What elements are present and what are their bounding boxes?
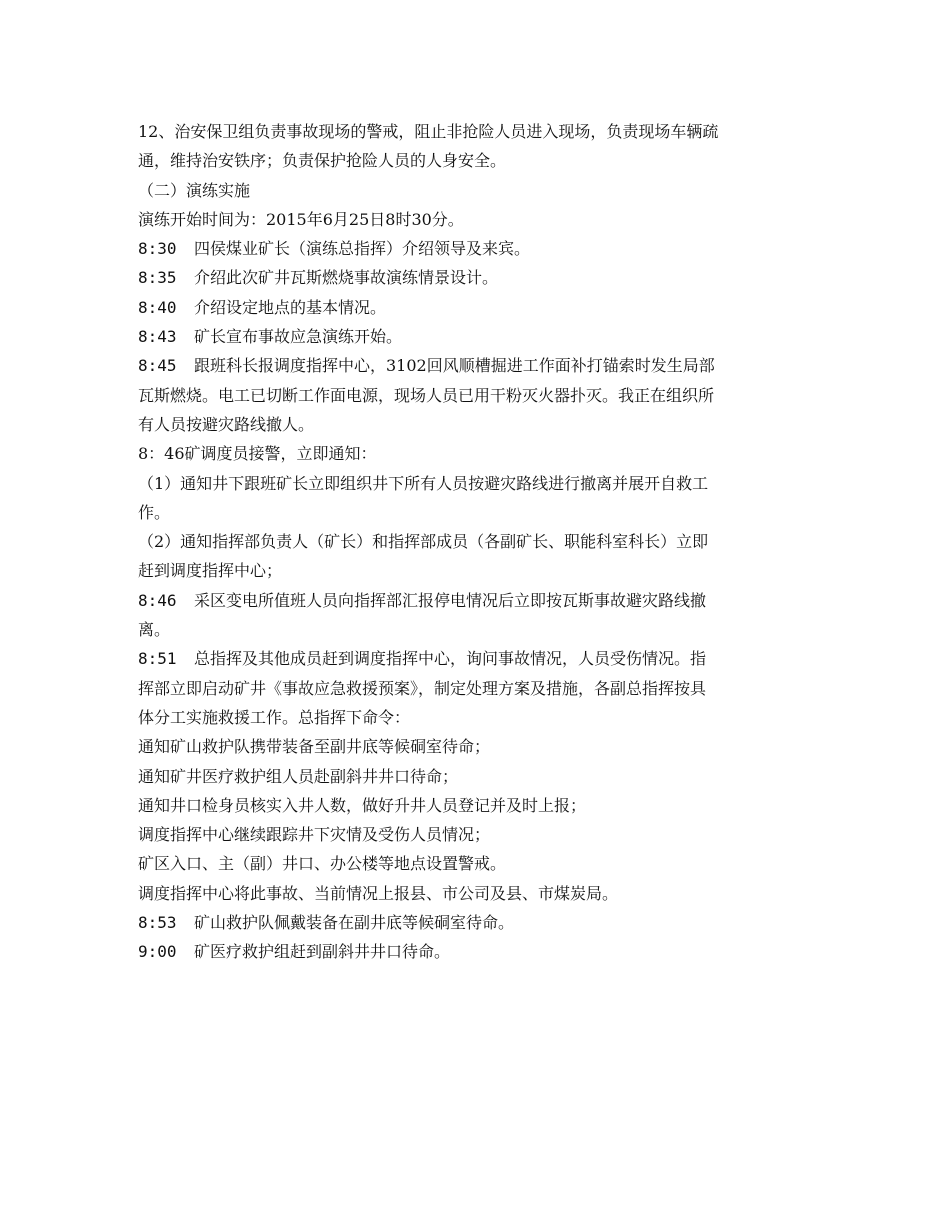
timestamp: 8:45 xyxy=(138,356,177,376)
line-text: 通知矿井医疗救护组人员赴副斜井井口待命； xyxy=(138,766,459,786)
paragraph xyxy=(138,469,812,528)
line-text: 赶到调度指挥中心； xyxy=(138,561,283,581)
timestamp: 8:51 xyxy=(138,649,177,669)
text-line xyxy=(138,703,812,732)
line-text: 四侯煤业矿长（演练总指挥）介绍领导及来宾。 xyxy=(194,239,531,259)
paragraph xyxy=(138,205,812,234)
text-line xyxy=(138,293,812,322)
line-text: 矿山救护队佩戴装备在副井底等候硐室待命。 xyxy=(194,913,515,933)
line-text: 跟班科长报调度指挥中心，3102回风顺槽掘进工作面补打锚索时发生局部 xyxy=(194,356,715,376)
text-line xyxy=(138,469,812,498)
timestamp: 8:46 xyxy=(138,590,177,610)
line-text: （二）演练实施 xyxy=(138,180,251,200)
line-text: 调度指挥中心继续跟踪井下灾情及受伤人员情况； xyxy=(138,825,491,845)
line-text: 8：46矿调度员接警，立即通知： xyxy=(138,444,377,464)
paragraph xyxy=(138,879,812,908)
timestamp: 8:40 xyxy=(138,297,177,317)
text-line xyxy=(138,351,812,380)
timeline-entry xyxy=(138,322,812,351)
text-line xyxy=(138,439,812,468)
text-line xyxy=(138,146,812,175)
text-line xyxy=(138,615,812,644)
line-text: 12、治安保卫组负责事故现场的警戒，阻止非抢险人员进入现场，负责现场车辆疏 xyxy=(138,122,719,141)
paragraph xyxy=(138,527,812,586)
line-text: 矿长宣布事故应急演练开始。 xyxy=(194,327,403,347)
text-line xyxy=(138,732,812,761)
timeline-entry xyxy=(138,234,812,263)
line-text: 离。 xyxy=(138,620,171,640)
line-text: 介绍设定地点的基本情况。 xyxy=(194,297,387,317)
timeline-entry xyxy=(138,586,812,645)
paragraph xyxy=(138,762,812,791)
line-text: 有人员按避灾路线撤人。 xyxy=(138,414,315,434)
text-line xyxy=(138,849,812,878)
text-line xyxy=(138,322,812,351)
line-text: 作。 xyxy=(138,502,171,522)
line-text: 采区变电所值班人员向指挥部汇报停电情况后立即按瓦斯事故避灾路线撤 xyxy=(194,590,707,610)
text-line xyxy=(138,556,812,585)
timeline-entry xyxy=(138,351,812,439)
text-line xyxy=(138,879,812,908)
line-text: 矿区入口、主（副）井口、办公楼等地点设置警戒。 xyxy=(138,854,507,874)
timestamp: 8:30 xyxy=(138,239,177,259)
text-line xyxy=(138,644,812,673)
line-text: 总指挥及其他成员赶到调度指挥中心，询问事故情况，人员受伤情况。指 xyxy=(194,649,707,669)
line-text: 演练开始时间为：2015年6月25日8时30分。 xyxy=(138,209,464,229)
document-body xyxy=(138,117,812,967)
paragraph xyxy=(138,117,812,176)
text-line xyxy=(138,205,812,234)
timestamp: 8:53 xyxy=(138,913,177,933)
paragraph xyxy=(138,732,812,761)
paragraph xyxy=(138,849,812,878)
text-line xyxy=(138,674,812,703)
line-text: 介绍此次矿井瓦斯燃烧事故演练情景设计。 xyxy=(194,268,499,288)
line-text: 通知井口检身员核实入井人数，做好升井人员登记并及时上报； xyxy=(138,795,587,815)
text-line xyxy=(138,586,812,615)
line-text: （1）通知井下跟班矿长立即组织井下所有人员按避灾路线进行撤离并展开自救工 xyxy=(138,473,709,493)
timeline-entry xyxy=(138,937,812,966)
line-text: 通，维持治安铁序；负责保护抢险人员的人身安全。 xyxy=(138,151,507,171)
line-text: （2）通知指挥部负责人（矿长）和指挥部成员（各副矿长、职能科室科长）立即 xyxy=(138,532,709,552)
text-line xyxy=(138,791,812,820)
text-line xyxy=(138,908,812,937)
paragraph xyxy=(138,176,812,205)
text-line xyxy=(138,381,812,410)
timestamp: 8:35 xyxy=(138,268,177,288)
paragraph xyxy=(138,820,812,849)
timeline-entry xyxy=(138,908,812,937)
text-line xyxy=(138,410,812,439)
timeline-entry xyxy=(138,293,812,322)
timeline-entry xyxy=(138,263,812,292)
line-text: 挥部立即启动矿井《事故应急救援预案》，制定处理方案及措施，各副总指挥按具 xyxy=(138,678,707,698)
text-line xyxy=(138,498,812,527)
text-line xyxy=(138,117,812,146)
text-line xyxy=(138,527,812,556)
timestamp: 8:43 xyxy=(138,327,177,347)
line-text: 调度指挥中心将此事故、当前情况上报县、市公司及县、市煤炭局。 xyxy=(138,883,619,903)
line-text: 通知矿山救护队携带装备至副井底等候硐室待命； xyxy=(138,737,491,757)
paragraph xyxy=(138,791,812,820)
line-text: 体分工实施救援工作。总指挥下命令： xyxy=(138,707,411,727)
paragraph xyxy=(138,439,812,468)
text-line xyxy=(138,263,812,292)
text-line xyxy=(138,937,812,966)
timeline-entry xyxy=(138,644,812,732)
text-line xyxy=(138,762,812,791)
text-line xyxy=(138,176,812,205)
timestamp: 9:00 xyxy=(138,942,177,962)
line-text: 瓦斯燃烧。电工已切断工作面电源，现场人员已用干粉灭火器扑灭。我正在组织所 xyxy=(138,385,715,405)
text-line xyxy=(138,234,812,263)
line-text: 矿医疗救护组赶到副斜井井口待命。 xyxy=(194,942,451,962)
text-line xyxy=(138,820,812,849)
